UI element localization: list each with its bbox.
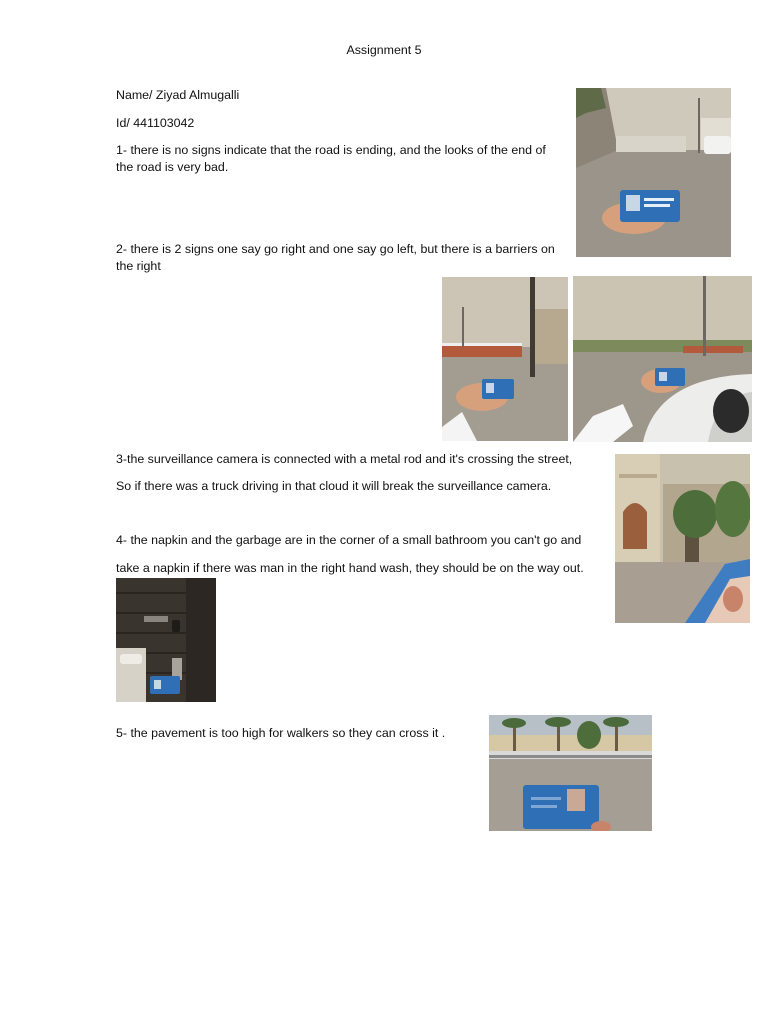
student-id: Id/ 441103042 (116, 116, 195, 130)
item-1-text: 1- there is no signs indicate that the road is ending, and the looks of the end of the road is very bad. (116, 143, 546, 174)
item-3-line-1: 3-the surveillance camera is connected with a metal rod and it's crossing the street, (116, 452, 573, 466)
barrier-right-photo (573, 276, 752, 442)
camera-rod-photo (615, 454, 750, 623)
bathroom-photo (116, 578, 216, 702)
page-title: Assignment 5 (346, 43, 422, 57)
item-4-line-1: 4- the napkin and the garbage are in the corner of a small bathroom you can't go and (116, 533, 582, 547)
road-end-photo (576, 88, 731, 257)
pavement-photo (489, 715, 652, 831)
item-2-text: 2- there is 2 signs one say go right and one say go left, but there is a barriers on the right (116, 242, 555, 273)
student-name: Name/ Ziyad Almugalli (116, 88, 240, 102)
item-5-text: 5- the pavement is too high for walkers so they can cross it . (116, 726, 446, 740)
item-3-line-2: So if there was a truck driving in that cloud it will break the surveillance camera. (116, 479, 552, 493)
barrier-left-photo (442, 277, 568, 441)
item-4-line-2: take a napkin if there was man in the right hand wash, they should be on the way out. (116, 561, 584, 575)
